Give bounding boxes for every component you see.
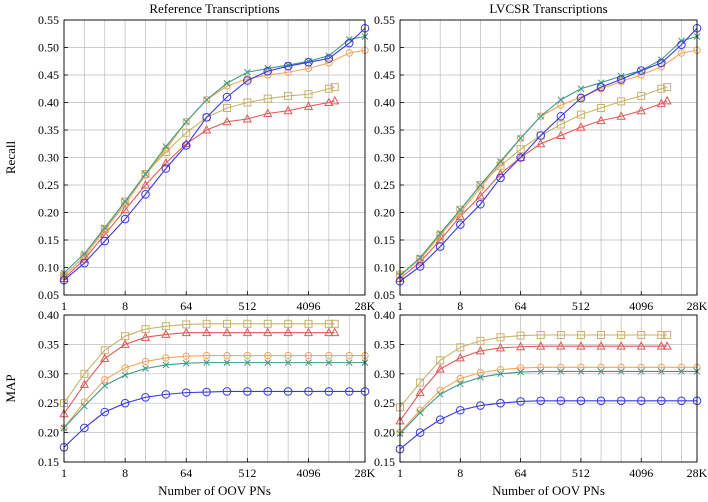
chart-panel-2: [374, 1, 708, 313]
series-5: [60, 24, 369, 284]
y-tick-label: 0.15: [38, 455, 59, 469]
series-4: [61, 34, 368, 277]
y-tick-label: 0.10: [38, 260, 59, 275]
x-tick-label: 512: [238, 466, 257, 480]
series-line: [64, 50, 365, 276]
series-2: [396, 342, 671, 424]
series-5: [60, 388, 369, 451]
y-tick-label: 0.10: [374, 260, 395, 275]
y-tick-label: 0.45: [374, 68, 395, 82]
series-5: [396, 397, 701, 453]
series-line: [64, 391, 365, 447]
panel-title: LVCSR Transcriptions: [489, 1, 608, 16]
x-tick-label: 1: [397, 466, 403, 480]
y-axis-label: MAP: [3, 374, 18, 403]
series-line: [64, 28, 365, 280]
x-tick-label: 8: [457, 466, 464, 480]
x-tick-label: 4096: [629, 299, 654, 313]
y-tick-label: 0.20: [38, 425, 59, 440]
y-tick-label: 0.35: [374, 337, 395, 352]
y-tick-label: 0.55: [38, 13, 59, 27]
x-tick-label: 4096: [296, 299, 321, 313]
x-tick-label: 8: [122, 466, 129, 480]
y-tick-label: 0.40: [38, 95, 59, 110]
plot-frame: [400, 315, 697, 462]
chart-panel-3: [3, 308, 376, 498]
y-tick-label: 0.15: [374, 455, 395, 469]
y-tick-label: 0.25: [38, 396, 59, 411]
x-tick-label: 8: [457, 299, 464, 313]
y-tick-label: 0.25: [38, 178, 59, 192]
y-tick-label: 0.40: [374, 308, 395, 322]
y-tick-label: 0.05: [374, 288, 395, 302]
y-tick-label: 0.40: [374, 95, 395, 110]
y-tick-label: 0.35: [374, 123, 395, 137]
chart-panel-4: [374, 308, 708, 498]
y-tick-label: 0.40: [38, 308, 59, 322]
y-tick-label: 0.50: [38, 40, 59, 55]
series-3: [397, 364, 700, 436]
y-tick-label: 0.35: [38, 123, 59, 137]
x-tick-label: 4096: [296, 466, 321, 480]
y-tick-label: 0.20: [374, 205, 395, 220]
y-tick-label: 0.55: [374, 13, 395, 27]
y-tick-label: 0.45: [38, 68, 59, 82]
series-1: [61, 84, 339, 280]
y-tick-label: 0.15: [374, 233, 395, 247]
y-tick-label: 0.05: [38, 288, 59, 302]
x-axis-label: Number of OOV PNs: [158, 483, 271, 498]
x-tick-label: 512: [571, 299, 590, 313]
x-tick-label: 28K: [354, 466, 376, 480]
y-tick-label: 0.15: [38, 233, 59, 247]
y-tick-label: 0.30: [38, 366, 59, 381]
series-line: [400, 371, 697, 433]
series-4: [397, 368, 700, 436]
x-tick-label: 64: [180, 466, 193, 480]
x-tick-label: 64: [514, 299, 527, 313]
series-line: [400, 401, 697, 449]
y-tick-label: 0.20: [374, 425, 395, 440]
x-tick-label: 1: [61, 299, 67, 313]
y-axis-label: Recall: [3, 140, 18, 175]
plot-frame: [64, 315, 365, 462]
x-tick-label: 28K: [686, 299, 708, 313]
y-tick-label: 0.35: [38, 337, 59, 352]
x-axis-label: Number of OOV PNs: [492, 483, 605, 498]
chart-panel-1: [3, 1, 376, 313]
x-tick-label: 8: [122, 299, 129, 313]
y-tick-label: 0.25: [374, 178, 395, 192]
series-4: [397, 34, 700, 279]
y-tick-label: 0.30: [374, 150, 395, 165]
y-tick-label: 0.30: [374, 366, 395, 381]
series-line: [64, 37, 365, 274]
panel-title: Reference Transcriptions: [149, 1, 280, 16]
series-4: [61, 360, 368, 431]
x-tick-label: 28K: [354, 299, 376, 313]
series-2: [60, 97, 338, 282]
x-tick-label: 1: [61, 466, 67, 480]
series-line: [64, 363, 365, 428]
y-tick-label: 0.50: [374, 40, 395, 55]
x-tick-label: 4096: [629, 466, 654, 480]
y-tick-label: 0.25: [374, 396, 395, 411]
y-tick-label: 0.20: [38, 205, 59, 220]
series-line: [400, 367, 697, 432]
x-tick-label: 1: [397, 299, 403, 313]
x-tick-label: 28K: [686, 466, 708, 480]
y-tick-label: 0.30: [38, 150, 59, 165]
x-tick-label: 64: [180, 299, 193, 313]
x-tick-label: 512: [571, 466, 590, 480]
x-tick-label: 64: [514, 466, 527, 480]
x-tick-label: 512: [238, 299, 257, 313]
series-2: [60, 329, 338, 417]
series-1: [61, 320, 339, 406]
